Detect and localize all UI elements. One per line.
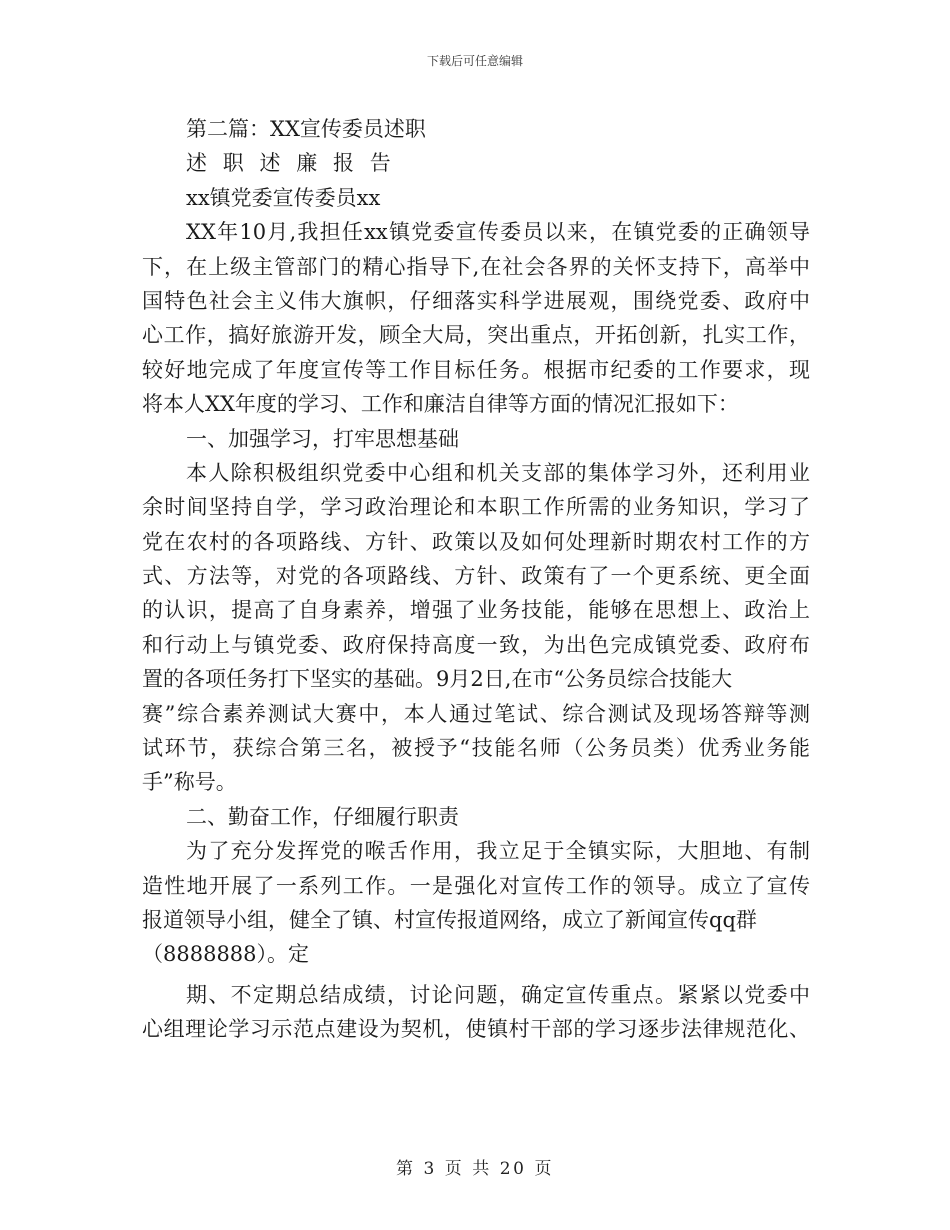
paragraph-line: 将本人XX年度的学习、工作和廉洁自律等方面的情况汇报如下：	[142, 392, 739, 417]
paragraph-line: 心组理论学习示范点建设为契机，使镇村干部的学习逐步法律规范化、	[142, 1017, 810, 1042]
paragraph-line: 造性地开展了一系列工作。一是强化对宣传工作的领导。成立了宣传	[142, 873, 810, 898]
paragraph-line: 为了充分发挥党的喉舌作用，我立足于全镇实际，大胆地、有制	[186, 839, 810, 864]
paragraph-line: 心工作，搞好旅游开发，顾全大局，突出重点，开拓创新，扎实工作，	[142, 323, 810, 348]
paragraph-line: 较好地完成了年度宣传等工作目标任务。根据市纪委的工作要求，现	[142, 357, 810, 382]
section-title: 第二篇：XX宣传委员述职	[186, 117, 426, 141]
paragraph-line: 本人除积极组织党委中心组和机关支部的集体学习外，还利用业	[186, 460, 810, 485]
heading-two: 二、勤奋工作，仔细履行职责	[186, 804, 459, 829]
paragraph-line: 置的各项任务打下坚实的基础。9月2日,在市“公务员综合技能大	[142, 667, 733, 692]
paragraph-line: 和行动上与镇党委、政府保持高度一致，为出色完成镇党委、政府布	[142, 632, 810, 657]
paragraph-line: 期、不定期总结成绩，讨论问题，确定宣传重点。紧紧以党委中	[186, 982, 810, 1007]
paragraph-line: 的认识，提高了自身素养，增强了业务技能，能够在思想上、政治上	[142, 598, 810, 623]
paragraph-line: （8888888）。定	[142, 942, 310, 967]
report-title: 述职述廉报告	[186, 151, 407, 176]
page-header: 下载后可任意编辑	[426, 54, 523, 68]
page-number: 第 3 页 共 20 页	[395, 1159, 555, 1179]
paragraph-line: 试环节，获综合第三名，被授予“技能名师（公务员类）优秀业务能	[142, 736, 810, 761]
document-body	[142, 112, 810, 1047]
paragraph-line: 报道领导小组，健全了镇、村宣传报道网络，成立了新闻宣传qq群	[142, 907, 757, 932]
paragraph-line: 下，在上级主管部门的精心指导下,在社会各界的关怀支持下，高举中	[142, 254, 810, 279]
author-line: xx镇党委宣传委员xx	[186, 185, 381, 210]
paragraph-line: XX年10月,我担任xx镇党委宣传委员以来，在镇党委的正确领导	[186, 220, 810, 245]
paragraph-line: 余时间坚持自学，学习政治理论和本职工作所需的业务知识，学习了	[142, 495, 810, 520]
paragraph-line: 手”称号。	[142, 770, 237, 795]
paragraph-line: 式、方法等，对党的各项路线、方针、政策有了一个更系统、更全面	[142, 564, 810, 589]
heading-one: 一、加强学习，打牢思想基础	[186, 426, 459, 451]
paragraph-line: 赛”综合素养测试大赛中，本人通过笔试、综合测试及现场答辩等测	[142, 701, 810, 726]
paragraph-line: 国特色社会主义伟大旗帜，仔细落实科学进展观，围绕党委、政府中	[142, 288, 810, 313]
paragraph-line: 党在农村的各项路线、方针、政策以及如何处理新时期农村工作的方	[142, 529, 810, 554]
